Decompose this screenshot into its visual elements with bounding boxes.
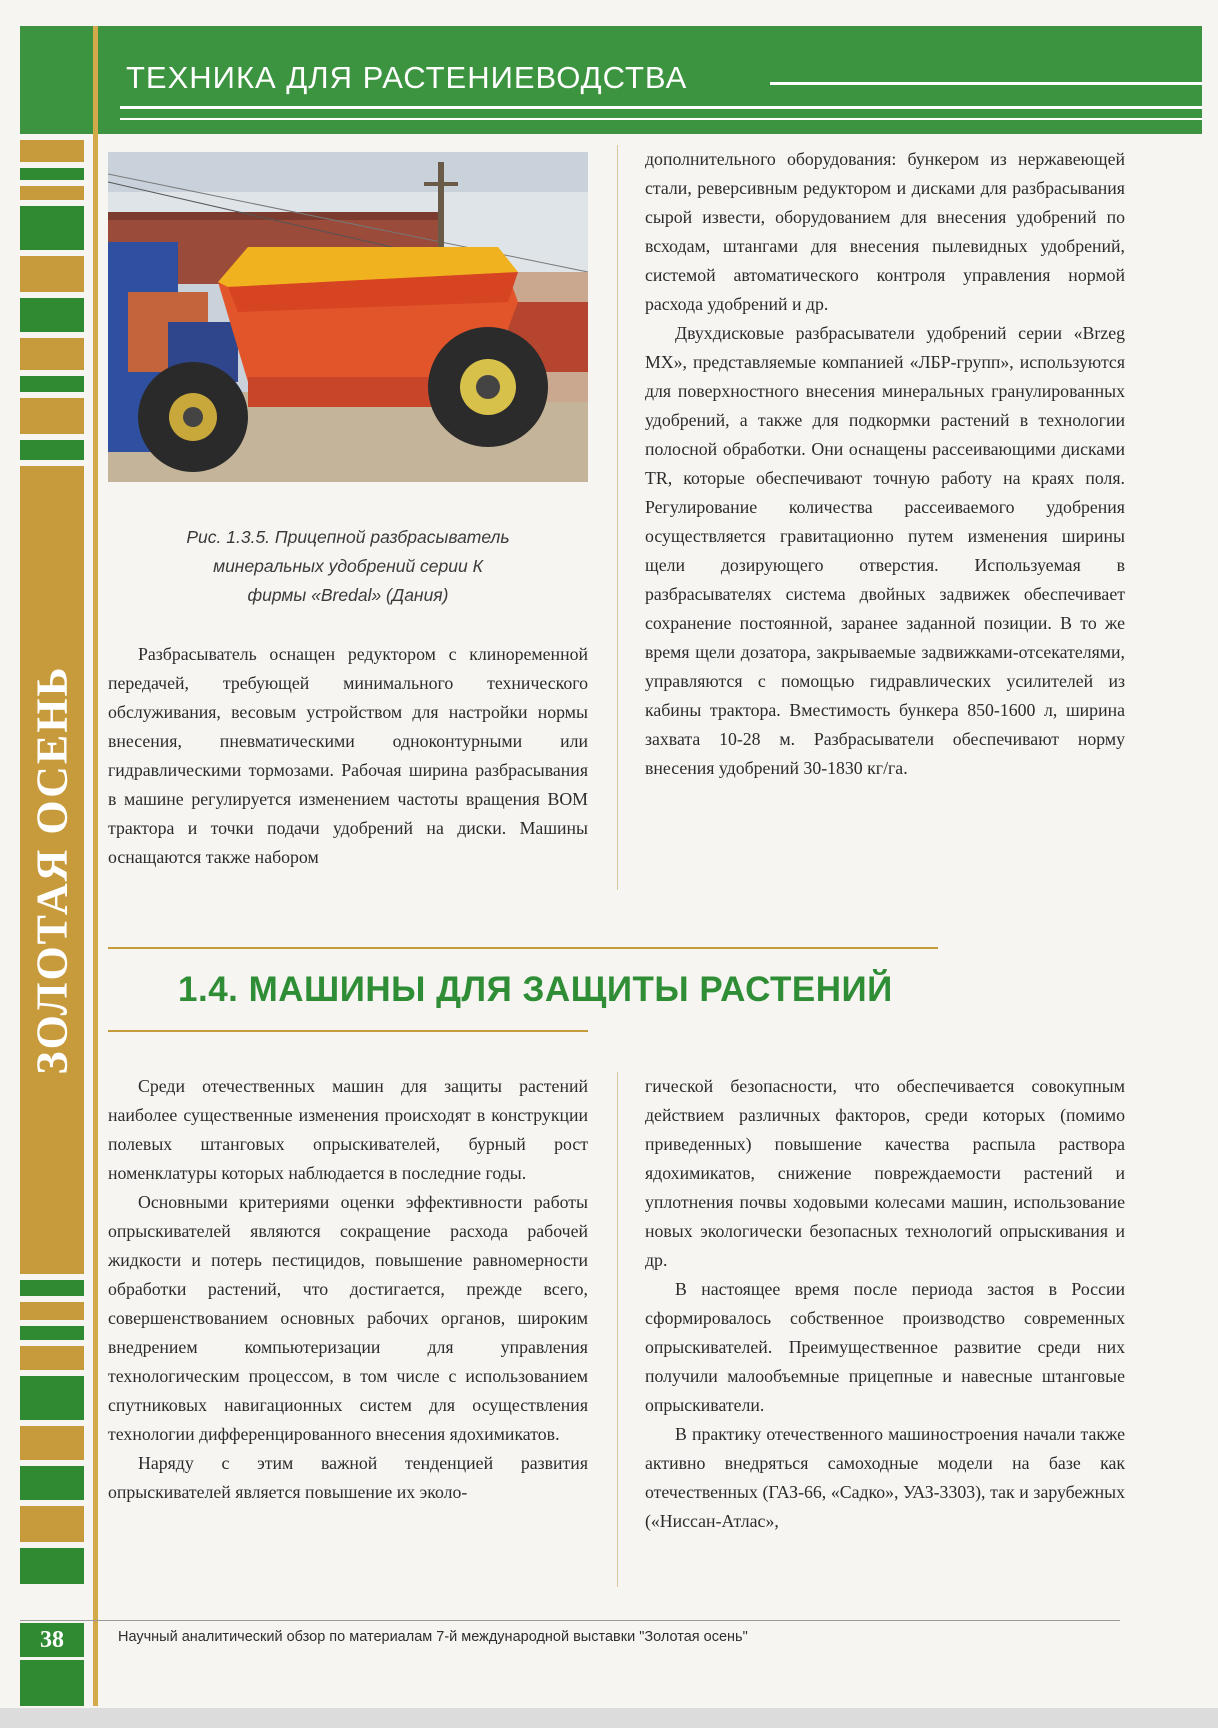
sidebar-stripe bbox=[20, 1346, 84, 1370]
sidebar-stripe bbox=[20, 398, 84, 434]
column-divider bbox=[617, 1072, 618, 1587]
sidebar-stripe bbox=[20, 1376, 84, 1420]
section-title: 1.4. МАШИНЫ ДЛЯ ЗАЩИТЫ РАСТЕНИЙ bbox=[178, 970, 893, 1009]
sidebar-stripe bbox=[20, 1506, 84, 1542]
figure-photo bbox=[108, 152, 588, 482]
sidebar-stripe bbox=[20, 376, 84, 392]
spreader-illustration bbox=[108, 152, 588, 482]
sidebar-stripe bbox=[20, 186, 84, 200]
paragraph: В настоящее время после периода застоя в России сформировалось собственное производство современных опрыскивателей. Преимущественное развитие среди них получили малообъемные прицепные и навесные штанговые опрыскиватели. bbox=[645, 1279, 1125, 1415]
sidebar-stripe bbox=[20, 1426, 84, 1460]
sidebar-stripe bbox=[20, 140, 84, 162]
sidebar-stripe bbox=[20, 1302, 84, 1320]
sidebar-stripe bbox=[20, 1280, 84, 1296]
paragraph: Двухдисковые разбрасыватели удобрений серии «Brzeg МХ», представляемые компанией «ЛБР-групп», используются для поверхностного внесения минеральных гранулированных удобрений, а также для подкормки растений в технологии полосной обработки. Они оснащены рассеивающими дисками TR, которые обеспечивают точную работу на краях поля. Регулирование количества рассеиваемого удобрения осуществляется гравитационно путем изменения ширины щели дозирующего отверстия. Используемая в разбрасывателях система двойных задвижек обеспечивает сохранение постоянной, заранее заданной позиции. В то же время щели дозатора, закрываемые задвижками-отсекателями, управляются с помощью гидравлических усилителей из кабины трактора. Вместимость бункера 850-1600 л, ширина захвата 10-28 м. Разбрасыватели обеспечивают норму внесения удобрений 30-1830 кг/га. bbox=[645, 323, 1125, 778]
sidebar-stripe bbox=[20, 440, 84, 460]
sidebar-stripe bbox=[20, 256, 84, 292]
section-rule bbox=[108, 1030, 588, 1032]
bottom-left-column bbox=[108, 1072, 588, 1507]
vertical-accent-line bbox=[93, 26, 98, 1706]
header-rule bbox=[770, 82, 1202, 85]
caption-line: минеральных удобрений серии К bbox=[213, 556, 483, 576]
sidebar-stripe bbox=[20, 206, 84, 250]
sidebar-stripe bbox=[20, 1326, 84, 1340]
paragraph: В практику отечественного машиностроения начали также активно внедряться самоходные модели на базе как отечественных (ГАЗ-66, «Садко», УАЗ-3303), так и зарубежных («Ниссан-Атлас», bbox=[645, 1424, 1125, 1531]
section-rule bbox=[108, 947, 938, 949]
paragraph: Разбрасыватель оснащен редуктором с клиноременной передачей, требующей минимального технического обслуживания, весовым устройством для настройки нормы внесения, пневматическими одноконтурными или гидравлическими тормозами. Рабочая ширина разбрасывания в машине регулируется изменением частоты вращения ВОМ трактора и точки подачи удобрений на диски. Машины оснащаются также набором bbox=[108, 644, 588, 867]
column-divider bbox=[617, 145, 618, 890]
top-right-column bbox=[645, 145, 1125, 783]
sidebar-vertical-title: ЗОЛОТАЯ ОСЕНЬ bbox=[27, 665, 77, 1075]
sidebar-stripe bbox=[20, 168, 84, 180]
paragraph: дополнительного оборудования: бункером из нержавеющей стали, реверсивным редуктором и дисками для разбрасывания сырой извести, оборудованием для внесения удобрений по всходам, штангами для внесения пылевидных удобрений, системой автоматического контроля управления нормой расхода удобрений и др. bbox=[645, 149, 1125, 314]
page-number: 38 bbox=[20, 1623, 84, 1657]
sidebar-stripe bbox=[20, 338, 84, 370]
paragraph: Основными критериями оценки эффективности работы опрыскивателей являются сокращение расхода рабочей жидкости и потерь пестицидов, повышение равномерности обработки растений, что достигается, прежде всего, совершенствованием основных рабочих органов, широким внедрением компьютеризации для управления технологическим процессом, в том числе с использованием спутниковых навигационных систем для осуществления технологии дифференцированного внесения ядохимикатов. bbox=[108, 1192, 588, 1444]
bottom-band bbox=[0, 1708, 1218, 1728]
figure-caption bbox=[108, 523, 588, 610]
top-left-column bbox=[108, 640, 588, 872]
header-rule bbox=[120, 106, 1202, 109]
footer-green-block bbox=[20, 1660, 84, 1706]
sidebar-stripe bbox=[20, 1466, 84, 1500]
caption-line: фирмы «Bredal» (Дания) bbox=[247, 585, 449, 605]
caption-line: Рис. 1.3.5. Прицепной разбрасыватель bbox=[186, 527, 510, 547]
footer-text: Научный аналитический обзор по материалам 7-й международной выставки "Золотая осень" bbox=[118, 1629, 748, 1645]
paragraph: гической безопасности, что обеспечивается совокупным действием различных факторов, среди которых (помимо приведенных) повышение качества распыла раствора ядохимикатов, снижение повреждаемости растений и уплотнения почвы ходовыми колесами машин, использование новых экологически безопасных технологий опрыскивания и др. bbox=[645, 1076, 1125, 1270]
sidebar-stripe bbox=[20, 298, 84, 332]
bottom-right-column bbox=[645, 1072, 1125, 1536]
header-rule bbox=[120, 118, 1202, 120]
sidebar bbox=[20, 140, 84, 1700]
header-title: ТЕХНИКА ДЛЯ РАСТЕНИЕВОДСТВА bbox=[126, 60, 688, 95]
page-header bbox=[20, 26, 1202, 134]
sidebar-stripe bbox=[20, 1548, 84, 1584]
footer-rule bbox=[20, 1620, 1120, 1621]
paragraph: Наряду с этим важной тенденцией развития опрыскивателей является повышение их эколо- bbox=[108, 1453, 588, 1502]
paragraph: Среди отечественных машин для защиты растений наиболее существенные изменения происходят в конструкции полевых штанговых опрыскивателей, бурный рост номенклатуры которых наблюдается в последние годы. bbox=[108, 1076, 588, 1183]
